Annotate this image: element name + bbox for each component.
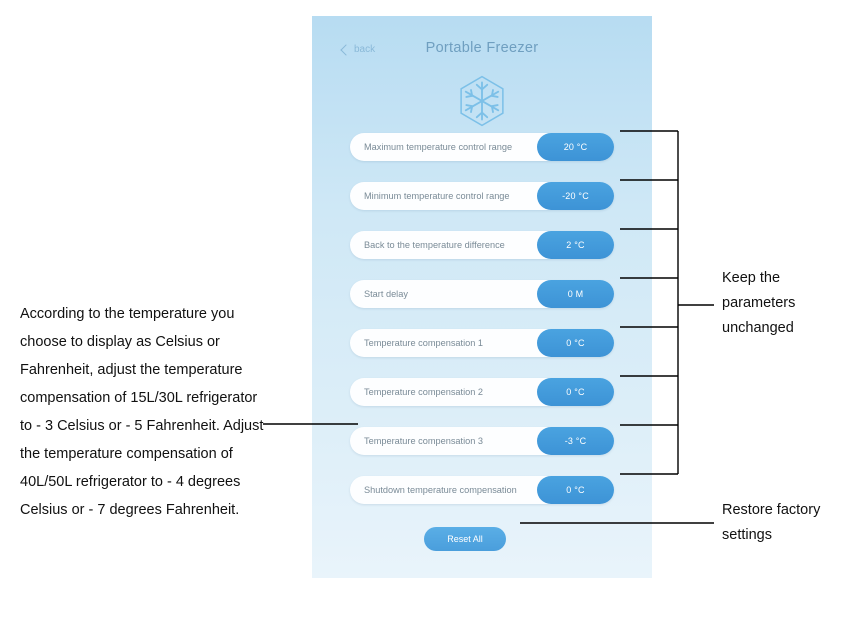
setting-value[interactable]: 0 °C: [537, 476, 614, 504]
list-item[interactable]: [350, 329, 614, 357]
list-item[interactable]: [350, 378, 614, 406]
settings-list: [350, 133, 614, 525]
setting-value[interactable]: 0 °C: [537, 378, 614, 406]
setting-label: Temperature compensation 1: [364, 338, 483, 348]
setting-value[interactable]: 20 °C: [537, 133, 614, 161]
setting-label: Start delay: [364, 289, 408, 299]
reset-all-button[interactable]: Reset All: [424, 527, 506, 551]
setting-value[interactable]: 0 °C: [537, 329, 614, 357]
setting-value[interactable]: 0 M: [537, 280, 614, 308]
annotation-right-bottom: Restore factory settings: [722, 502, 821, 543]
list-item[interactable]: [350, 231, 614, 259]
phone-screen: [312, 16, 652, 578]
setting-label: Minimum temperature control range: [364, 191, 510, 201]
list-item[interactable]: [350, 133, 614, 161]
list-item[interactable]: [350, 280, 614, 308]
setting-label: Shutdown temperature compensation: [364, 485, 517, 495]
snowflake-logo: [312, 72, 652, 130]
setting-label: Maximum temperature control range: [364, 142, 513, 152]
snowflake-icon: [453, 72, 511, 130]
app-header: [312, 16, 652, 62]
setting-value[interactable]: -3 °C: [537, 427, 614, 455]
setting-label: Temperature compensation 3: [364, 436, 483, 446]
annotation-left: According to the temperature you choose to display as Celsius or Fahrenheit, adjust the temperature compensation of 15L/30L refrigerator to - 3 Celsius or - 5 Fahrenheit. Adjust the temperature compensation of 40L/50L refrigerator to - 4 degrees Celsius or - 7 degrees Fahrenheit.: [20, 306, 264, 518]
annotation-right-top: Keep the parameters unchanged: [722, 270, 796, 336]
list-item[interactable]: [350, 476, 614, 504]
back-button-label: back: [354, 44, 376, 55]
list-item[interactable]: [350, 427, 614, 455]
list-item[interactable]: [350, 182, 614, 210]
setting-value[interactable]: -20 °C: [537, 182, 614, 210]
page-title: Portable Freezer: [425, 40, 539, 56]
setting-label: Back to the temperature difference: [364, 240, 505, 250]
setting-label: Temperature compensation 2: [364, 387, 483, 397]
setting-value[interactable]: 2 °C: [537, 231, 614, 259]
